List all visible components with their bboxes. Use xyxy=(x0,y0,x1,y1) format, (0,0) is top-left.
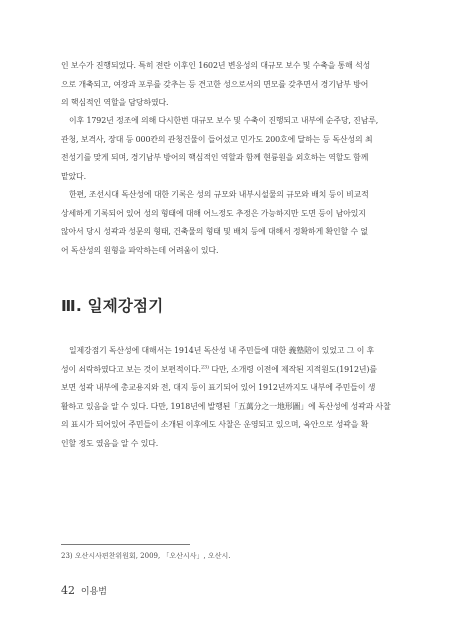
text-line: 인할 정도 였음을 알 수 있다. xyxy=(61,438,159,448)
text-fragment: 다만, 소개령 이전에 제작된 지적원도(1912년)를 xyxy=(208,364,377,374)
text-line: 으로 개축되고, 여장과 포루를 갖추는 등 견고한 성으로서의 면모를 갖추면서 경기남부 방어 xyxy=(61,79,369,89)
paragraph-japanese-occupation xyxy=(61,342,415,454)
text-line: 일제강점기 독산성에 대해서는 1914년 독산성 내 주민들에 대한 義塾陪이 있었고 그 이 후 xyxy=(69,346,375,355)
paragraph-jeongjo-repair xyxy=(61,112,415,186)
text-line: 맡았다. xyxy=(61,171,86,181)
footnote-reference: 23) xyxy=(200,363,209,370)
page-number: 42 xyxy=(61,584,75,597)
text-line: 한편, 조선시대 독산성에 대한 기록은 성의 규모와 내부시설물의 규모와 배치 등이 비교적 xyxy=(69,190,369,199)
text-line: 의 표시가 되어있어 주민들이 소개된 이후에도 사찰은 운영되고 있으며, 육안으로 성곽을 확 xyxy=(61,420,369,430)
section-heading: Ⅲ. 일제강점기 xyxy=(61,297,164,315)
text-line: 전성기를 맞게 되며, 경기남부 방어의 핵심적인 역할과 함께 현륭원을 외호하는 역할도 함께 xyxy=(61,153,369,163)
text-line: 활하고 있음을 알 수 있다. 다만, 1918년에 발행된「五萬分之一地形圖」에 독산성에 성곽과 사찰 xyxy=(61,401,391,411)
text-line: 인 보수가 진행되었다. 특히 전란 이후인 1602년 변응성의 대규모 보수 및 수축을 통해 석성 xyxy=(61,61,371,70)
paragraph-joseon-records xyxy=(61,186,415,260)
text-line: 어 독산성의 원형을 파악하는데 어려움이 있다. xyxy=(61,245,219,255)
text-line: 않아서 당시 성곽과 성문의 형태, 건축물의 형태 및 배치 등에 대해서 정확하게 확인할 수 없 xyxy=(61,227,368,237)
page-footer xyxy=(61,584,107,597)
footnote-divider xyxy=(61,544,190,545)
text-line: 보면 성곽 내부에 총교용지와 전, 대지 등이 표기되어 있어 1912년까지도 내부에 주민들이 생 xyxy=(61,383,376,393)
author-name: 이용범 xyxy=(80,587,107,597)
text-fragment: 성이 쇠락하였다고 보는 것이 보편적이다. xyxy=(61,364,201,374)
text-line: 이후 1792년 정조에 의해 다시한번 대규모 보수 및 수축이 진행되고 내부에 순주당, 진남루, xyxy=(69,116,379,125)
text-line: 상세하게 기록되어 있어 성의 형태에 대해 어느정도 추정은 가능하지만 도면 등이 남아있지 xyxy=(61,208,366,218)
footnote: 23) 오산시사편찬위원회, 2009, 「오산시사」, 오산시. xyxy=(61,552,231,560)
paragraph-continuation xyxy=(61,57,415,113)
text-line: 의 핵심적인 역할을 담당하였다. xyxy=(61,98,169,108)
text-line: 관청, 보격사, 장대 등 000칸의 관청건물이 들어섰고 민가도 200호에 달하는 등 독산성의 최 xyxy=(61,134,373,144)
text-line xyxy=(61,361,415,380)
